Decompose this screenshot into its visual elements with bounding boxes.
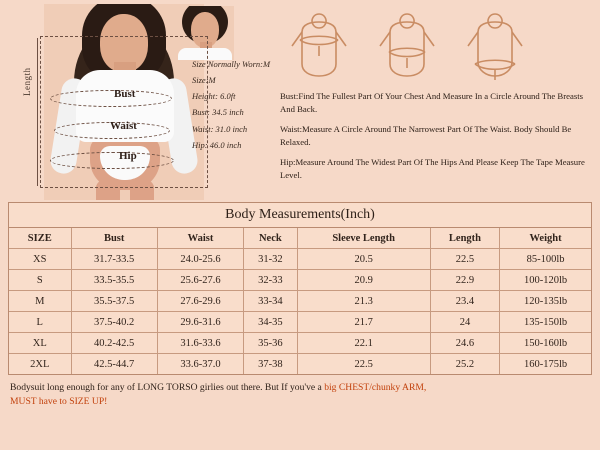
cell-bust: 35.5-37.5: [71, 291, 157, 312]
cell-neck: 32-33: [244, 270, 297, 291]
instructions-block: [274, 4, 594, 200]
cell-length: 24.6: [430, 333, 499, 354]
cell-bust: 31.7-33.5: [71, 249, 157, 270]
fit-note-line1: Bodysuit long enough for any of LONG TORSO girlies out there. But If you've a: [10, 382, 325, 393]
bust-instruction: Bust:Find The Fullest Part Of Your Chest And Measure In a Circle Around The Breasts And Back.: [280, 91, 583, 115]
cell-size: XS: [9, 249, 71, 270]
note-bust: Bust: 34.5 inch: [192, 107, 244, 118]
table-row: [9, 270, 591, 291]
cell-weight: 100-120lb: [500, 270, 591, 291]
top-section: [0, 0, 600, 200]
size-chart-table: [9, 228, 591, 374]
cell-sleeve: 22.5: [297, 354, 430, 375]
cell-weight: 160-175lb: [523, 358, 568, 370]
cell-size: L: [9, 312, 71, 333]
col-waist: Waist: [157, 228, 243, 249]
fit-note-highlight2: MUST have to SIZE UP!: [10, 395, 108, 407]
cell-length: 22.9: [430, 270, 499, 291]
cell-weight: 135-150lb: [500, 312, 591, 333]
cell-sleeve: 21.3: [297, 291, 430, 312]
cell-neck: 31-32: [244, 249, 297, 270]
cell-length: 25.2: [430, 354, 499, 375]
cell-weight: 120-135lb: [500, 291, 591, 312]
table-row: [9, 333, 591, 354]
cell-sleeve: 20.9: [297, 270, 430, 291]
hip-band-icon: [50, 152, 174, 169]
cell-bust: 42.5-44.7: [71, 354, 157, 375]
cell-length: 24: [430, 312, 499, 333]
cell-size: 2XL: [9, 354, 71, 375]
measure-icons: [278, 4, 594, 86]
cell-bust: 40.2-42.5: [71, 333, 157, 354]
cell-length: 22.5: [430, 249, 499, 270]
cell-size: XL: [9, 333, 71, 354]
hip-measure-figure-icon: [454, 6, 536, 86]
cell-neck: 37-38: [244, 354, 297, 375]
size-chart: [8, 202, 592, 375]
note-size-worn: Size Normally Worn:M: [192, 59, 271, 69]
cell-sleeve: 22.1: [297, 333, 430, 354]
note-size: Size:M: [192, 75, 216, 86]
cell-weight: 150-160lb: [500, 333, 591, 354]
hip-instruction: Hip:Measure Around The Widest Part Of The Hips And Please Keep The Tape Measure Level.: [280, 157, 585, 181]
table-row: [9, 249, 591, 270]
model-photo-block: [6, 4, 274, 200]
col-length: Length: [430, 228, 499, 249]
bust-band-label: Bust: [114, 88, 136, 100]
cell-waist: 31.6-33.6: [157, 333, 243, 354]
cell-length: 23.4: [430, 291, 499, 312]
cell-weight: 85-100lb: [500, 249, 591, 270]
note-height: Height: 6.0ft: [192, 91, 236, 102]
length-label: Length: [22, 67, 32, 96]
table-row: [9, 312, 591, 333]
col-neck: Neck: [244, 228, 297, 249]
bust-measure-figure-icon: [278, 6, 360, 86]
cell-waist: 24.0-25.6: [157, 249, 243, 270]
col-sleeve-length: Sleeve Length: [297, 228, 430, 249]
table-row: [9, 354, 591, 375]
table-row: [9, 291, 591, 312]
size-chart-title: Body Measurements(Inch): [9, 203, 591, 228]
col-bust: Bust: [71, 228, 157, 249]
cell-neck: 34-35: [244, 312, 297, 333]
model-size-note: [192, 56, 276, 153]
waist-measure-figure-icon: [366, 6, 448, 86]
cell-waist: 25.6-27.6: [157, 270, 243, 291]
cell-neck: 33-34: [244, 291, 297, 312]
table-header-row: [9, 228, 591, 249]
cell-waist: 27.6-29.6: [157, 291, 243, 312]
instructions-text: [278, 86, 594, 182]
bust-band-icon: [50, 90, 172, 107]
cell-bust: 33.5-35.5: [71, 270, 157, 291]
waist-band-label: Waist: [110, 120, 137, 132]
cell-waist: 33.6-37.0: [157, 354, 243, 375]
cell-bust: 37.5-40.2: [71, 312, 157, 333]
cell-size: S: [9, 270, 71, 291]
cell-size: M: [9, 291, 71, 312]
cell-sleeve: 21.7: [297, 312, 430, 333]
fit-note: [10, 381, 590, 409]
note-waist: Waist: 31.0 inch: [192, 123, 248, 134]
length-arrow-icon: [37, 38, 38, 186]
cell-sleeve: 20.5: [297, 249, 430, 270]
col-weight: Weight: [500, 228, 591, 249]
cell-waist: 29.6-31.6: [157, 312, 243, 333]
note-hip: Hip: 46.0 inch: [192, 139, 242, 150]
cell-neck: 35-36: [244, 333, 297, 354]
hip-band-label: Hip: [119, 150, 137, 162]
waist-instruction: Waist:Measure A Circle Around The Narrowest Part Of The Waist. Body Should Be Relaxed.: [280, 124, 572, 148]
col-size: SIZE: [9, 228, 71, 249]
fit-note-highlight1: big CHEST/chunky ARM,: [324, 382, 427, 393]
